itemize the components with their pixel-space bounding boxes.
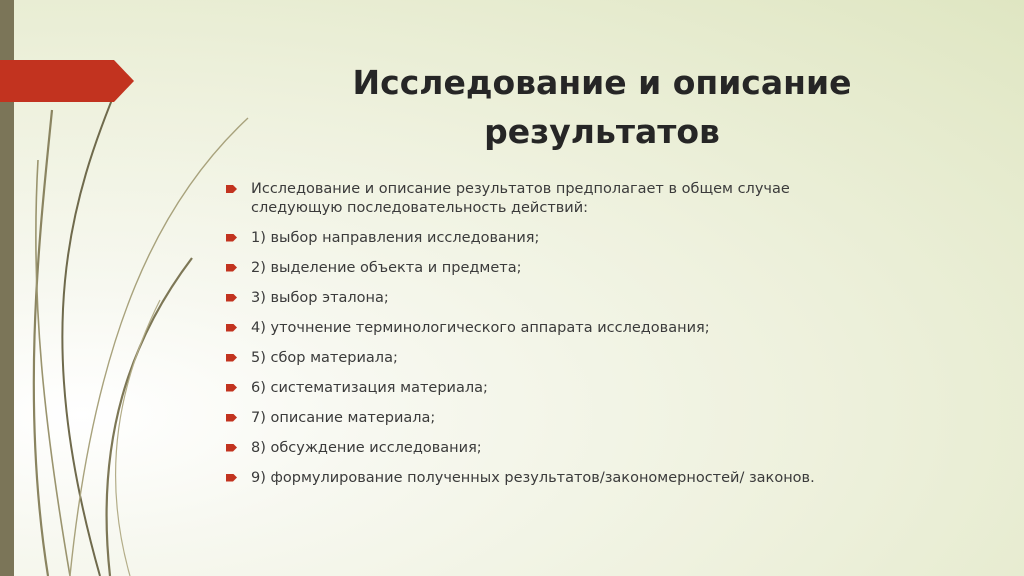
arrow-bullet-icon [226,354,237,362]
bullet-item-intro [224,180,884,217]
arrow-bullet-icon [226,474,237,482]
bullet-list [224,180,884,499]
bullet-text: 2) выделение объекта и предмета; [251,259,522,276]
bullet-item-8 [224,439,884,458]
bullet-item-3 [224,289,884,308]
bullet-item-9 [224,469,884,488]
bullet-text: Исследование и описание результатов предполагает в общем случае следующую последовательность действий: [251,181,790,216]
arrow-bullet-icon [226,324,237,332]
bullet-item-6 [224,379,884,398]
bullet-text: 5) сбор материала; [251,349,398,366]
arrow-bullet-icon [226,234,237,242]
bullet-text: 3) выбор эталона; [251,289,389,306]
bullet-text: 6) систематизация материала; [251,379,488,396]
slide-title: Исследование и описание результатов [352,63,852,151]
arrow-bullet-icon [226,384,237,392]
bullet-item-1 [224,229,884,248]
bullet-item-2 [224,259,884,278]
title-accent-arrow [0,60,134,102]
bullet-text: 7) описание материала; [251,409,436,426]
arrow-bullet-icon [226,414,237,422]
bullet-text: 8) обсуждение исследования; [251,439,482,456]
arrow-bullet-icon [226,444,237,452]
bullet-text: 4) уточнение терминологического аппарата исследования; [251,319,710,336]
arrow-bullet-icon [226,185,237,193]
bullet-item-7 [224,409,884,428]
bullet-text: 9) формулирование полученных результатов/закономерностей/ законов. [251,469,815,486]
bullet-text: 1) выбор направления исследования; [251,229,540,246]
bullet-item-5 [224,349,884,368]
arrow-bullet-icon [226,264,237,272]
bullet-item-4 [224,319,884,338]
arrow-bullet-icon [226,294,237,302]
